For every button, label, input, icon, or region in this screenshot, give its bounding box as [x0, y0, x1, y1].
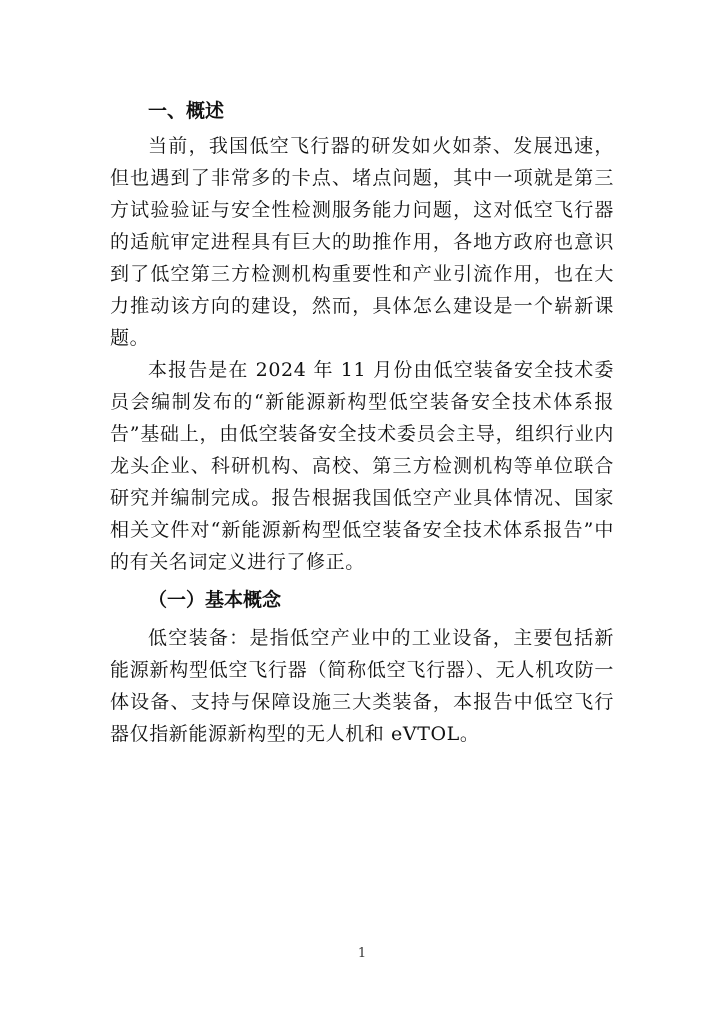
page-number: 1: [357, 946, 367, 961]
subsection-heading: （一）基本概念: [148, 589, 282, 611]
definition-paragraph: 低空装备：是指低空产业中的工业设备，主要包括新能源新构型低空飞行器（简称低空飞行器）、无人机攻防一体设备、支持与保障设施三大类装备，本报告中低空飞行器仅指新能源新构型的无人机和 eVTOL。: [110, 627, 614, 745]
overview-paragraph-1: 当前，我国低空飞行器的研发如火如荼、发展迅速，但也遇到了非常多的卡点、堵点问题，其中一项就是第三方试验验证与安全性检测服务能力问题，这对低空飞行器的适航审定进程具有巨大的助推作用，各地方政府也意识到了低空第三方检测机构重要性和产业引流作用，也在大力推动该方向的建设，然而，具体怎么建设是一个崭新课题。: [110, 135, 614, 349]
overview-paragraph-2: 本报告是在 2024 年 11 月份由低空装备安全技术委员会编制发布的“新能源新构型低空装备安全技术体系报告”基础上，由低空装备安全技术委员会主导，组织行业内龙头企业、科研机构、高校、第三方检测机构等单位联合研究并编制完成。报告根据我国低空产业具体情况、国家相关文件对“新能源新构型低空装备安全技术体系报告”中的有关名词定义进行了修正。: [110, 359, 614, 573]
section-heading: 一、概述: [148, 100, 225, 122]
document-body: [110, 96, 614, 750]
